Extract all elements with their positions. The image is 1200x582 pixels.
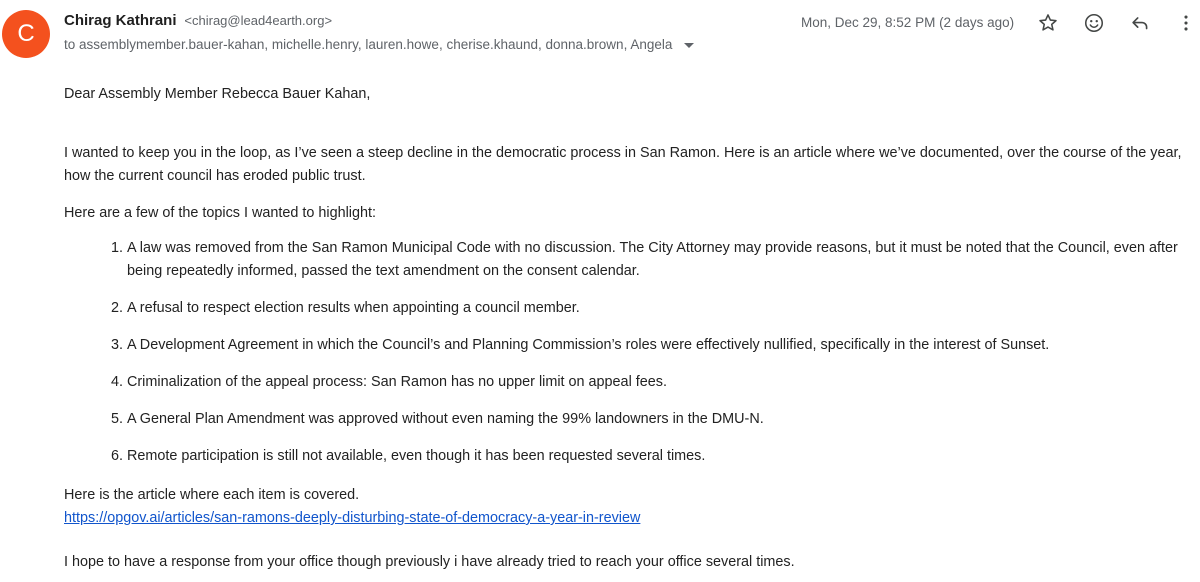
sender-email: <chirag@lead4earth.org> bbox=[184, 13, 333, 28]
reply-button[interactable] bbox=[1127, 10, 1153, 36]
article-intro: Here is the article where each item is covered. bbox=[64, 487, 360, 503]
email-header bbox=[0, 0, 1200, 70]
sender-avatar[interactable]: C bbox=[2, 10, 50, 58]
emoji-icon bbox=[1083, 12, 1105, 34]
list-item: 1. A law was removed from the San Ramon Municipal Code with no discussion. The City Attorney may provide reasons, but it must be noted that the Council, even after being repeatedly informed, passed the text amendment on the consent calendar. bbox=[127, 237, 1197, 283]
list-item: 2. A refusal to respect election results when appointing a council member. bbox=[127, 297, 1197, 320]
topics-list bbox=[64, 237, 1197, 482]
email-date: Mon, Dec 29, 8:52 PM (2 days ago) bbox=[801, 15, 1015, 30]
star-button[interactable] bbox=[1035, 10, 1061, 36]
intro-paragraph: I wanted to keep you in the loop, as I’ve seen a steep decline in the democratic process in San Ramon. Here is an article where we’ve documented, over the course of the year, how the current council has eroded public trust. bbox=[64, 145, 1182, 184]
sender-name[interactable]: Chirag Kathrani bbox=[64, 12, 177, 29]
recipients-line[interactable] bbox=[64, 37, 694, 52]
star-icon bbox=[1037, 12, 1059, 34]
article-link[interactable]: https://opgov.ai/articles/san-ramons-deeply-disturbing-state-of-democracy-a-year-in-review bbox=[64, 510, 641, 526]
chevron-down-icon[interactable] bbox=[684, 43, 694, 48]
list-item: 4. Criminalization of the appeal process: San Ramon has no upper limit on appeal fees. bbox=[127, 371, 1197, 394]
topics-intro: Here are a few of the topics I wanted to highlight: bbox=[64, 205, 376, 221]
greeting: Dear Assembly Member Rebecca Bauer Kahan, bbox=[64, 86, 371, 102]
emoji-reaction-button[interactable] bbox=[1081, 10, 1107, 36]
more-vert-icon bbox=[1175, 12, 1197, 34]
list-item: 5. A General Plan Amendment was approved without even naming the 99% landowners in the DMU-N. bbox=[127, 408, 1197, 431]
article-block bbox=[64, 484, 640, 530]
sender-line bbox=[64, 12, 332, 29]
reply-icon bbox=[1129, 12, 1151, 34]
list-item: 3. A Development Agreement in which the Council’s and Planning Commission’s roles were effectively nullified, specifically in the interest of Sunset. bbox=[127, 334, 1197, 357]
recipients-text: to assemblymember.bauer-kahan, michelle.henry, lauren.howe, cherise.khaund, donna.brown, Angela bbox=[64, 37, 673, 52]
list-item: 6. Remote participation is still not available, even though it has been requested several times. bbox=[127, 445, 1197, 468]
closing-paragraph: I hope to have a response from your office though previously i have already tried to reach your office several times. bbox=[64, 554, 795, 570]
more-options-button[interactable] bbox=[1173, 10, 1199, 36]
